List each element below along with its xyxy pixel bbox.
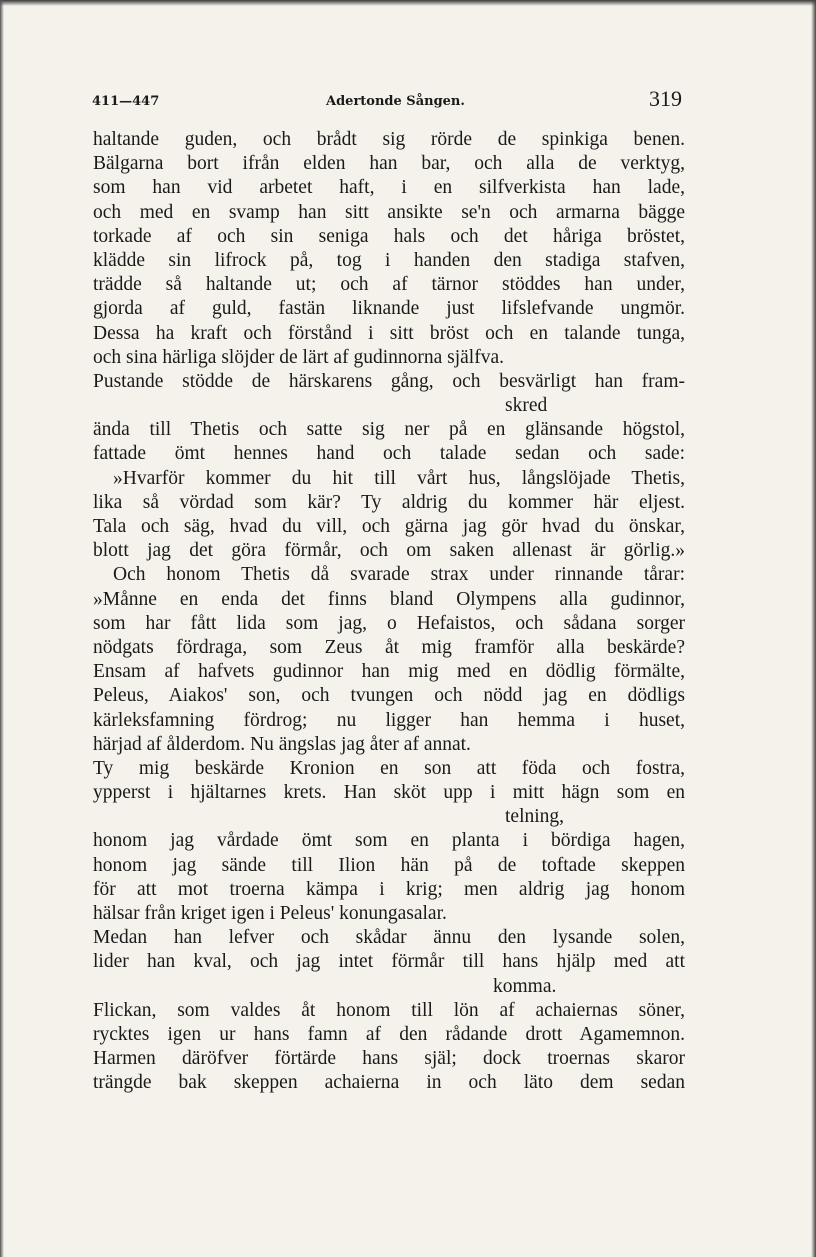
text-line: Ty mig beskärde Kronion en son att föda och fostra, bbox=[93, 757, 685, 779]
text-line: ypperst i hjältarnes krets. Han sköt upp i mitt hägn som en bbox=[93, 782, 685, 804]
text-line: Dessa ha kraft och förstånd i sitt bröst och en talande tunga, bbox=[93, 322, 685, 344]
text-line: som har fått lida som jag, o Hefaistos, och sådana sorger bbox=[93, 612, 685, 634]
text-line: honom jag sände till Ilion hän på de toftade skeppen bbox=[93, 854, 685, 876]
text-line: blott jag det göra förmår, och om saken allenast är görlig.» bbox=[93, 540, 685, 562]
text-line: Pustande stödde de härskarens gång, och besvärligt han fram- bbox=[93, 370, 685, 392]
text-line-continuation: telning, bbox=[505, 806, 565, 828]
text-line: Harmen däröfver förtärde hans själ; dock troernas skaror bbox=[93, 1048, 685, 1070]
text-line: torkade af och sin seniga hals och det håriga bröstet, bbox=[93, 225, 685, 247]
text-line-continuation: komma. bbox=[493, 975, 557, 997]
text-line: trängde bak skeppen achaierna in och läto dem sedan bbox=[93, 1072, 685, 1094]
poem-text bbox=[93, 128, 685, 1096]
text-line: lika så vördad som kär? Ty aldrig du kommer här eljest. bbox=[93, 491, 685, 513]
text-line: »Hvarför kommer du hit till vårt hus, långslöjade Thetis, bbox=[113, 467, 685, 489]
running-title: Adertonde Sången. bbox=[326, 94, 465, 109]
scan-edge-right bbox=[811, 0, 816, 1257]
scan-edge-top bbox=[0, 0, 816, 6]
text-line: kärleksfamning fördrog; nu ligger han hemma i huset, bbox=[93, 709, 685, 731]
text-line: nödgats fördraga, som Zeus åt mig framför alla beskärde? bbox=[93, 636, 685, 658]
text-line: Tala och säg, hvad du vill, och gärna jag gör hvad du önskar, bbox=[93, 516, 685, 537]
text-line: för att mot troerna kämpa i krig; men aldrig jag honom bbox=[93, 878, 685, 900]
text-line: rycktes igen ur hans famn af den rådande drott Agamemnon. bbox=[93, 1023, 685, 1045]
text-line: haltande guden, och brådt sig rörde de spinkiga benen. bbox=[93, 129, 685, 150]
text-line-continuation: skred bbox=[505, 395, 548, 417]
text-line: ända till Thetis och satte sig ner på en glänsande högstol, bbox=[93, 419, 685, 441]
text-line: och med en svamp han sitt ansikte se'n och armarna bägge bbox=[93, 201, 685, 223]
page-header bbox=[92, 86, 682, 116]
text-line: Medan han lefver och skådar ännu den lysande solen, bbox=[93, 927, 685, 949]
text-line: Ensam af hafvets gudinnor han mig med en dödlig förmälte, bbox=[93, 661, 685, 683]
page-number: 319 bbox=[649, 86, 682, 111]
text-line: Flickan, som valdes åt honom till lön af achaiernas söner, bbox=[93, 999, 685, 1021]
scan-edge-left bbox=[0, 0, 4, 1257]
text-line: Peleus, Aiakos' son, och tvungen och nödd jag en dödligs bbox=[93, 685, 685, 707]
text-line: härjad af ålderdom. Nu ängslas jag åter af annat. bbox=[93, 733, 471, 755]
text-line: Bälgarna bort ifrån elden han bar, och alla de verktyg, bbox=[93, 153, 685, 175]
text-line: hälsar från kriget igen i Peleus' konungasalar. bbox=[93, 903, 447, 924]
text-line: som han vid arbetet haft, i en silfverkista han lade, bbox=[93, 177, 685, 199]
text-line: klädde sin lifrock på, tog i handen den stadiga stafven, bbox=[93, 249, 685, 271]
text-line: fattade ömt hennes hand och talade sedan och sade: bbox=[93, 443, 685, 465]
text-line: och sina härliga slöjder de lärt af gudinnorna själfva. bbox=[93, 346, 504, 368]
line-range: 411—447 bbox=[92, 94, 160, 109]
text-line: honom jag vårdade ömt som en planta i bördiga hagen, bbox=[93, 830, 685, 852]
text-line: lider han kval, och jag intet förmår till hans hjälp med att bbox=[93, 951, 685, 973]
text-line: »Månne en enda det finns bland Olympens alla gudinnor, bbox=[93, 588, 685, 610]
text-line: trädde så haltande ut; och af tärnor stöddes han under, bbox=[93, 274, 685, 296]
text-line: Och honom Thetis då svarade strax under rinnande tårar: bbox=[113, 564, 685, 586]
text-line: gjorda af guld, fastän liknande just lifslefvande ungmör. bbox=[93, 298, 685, 320]
